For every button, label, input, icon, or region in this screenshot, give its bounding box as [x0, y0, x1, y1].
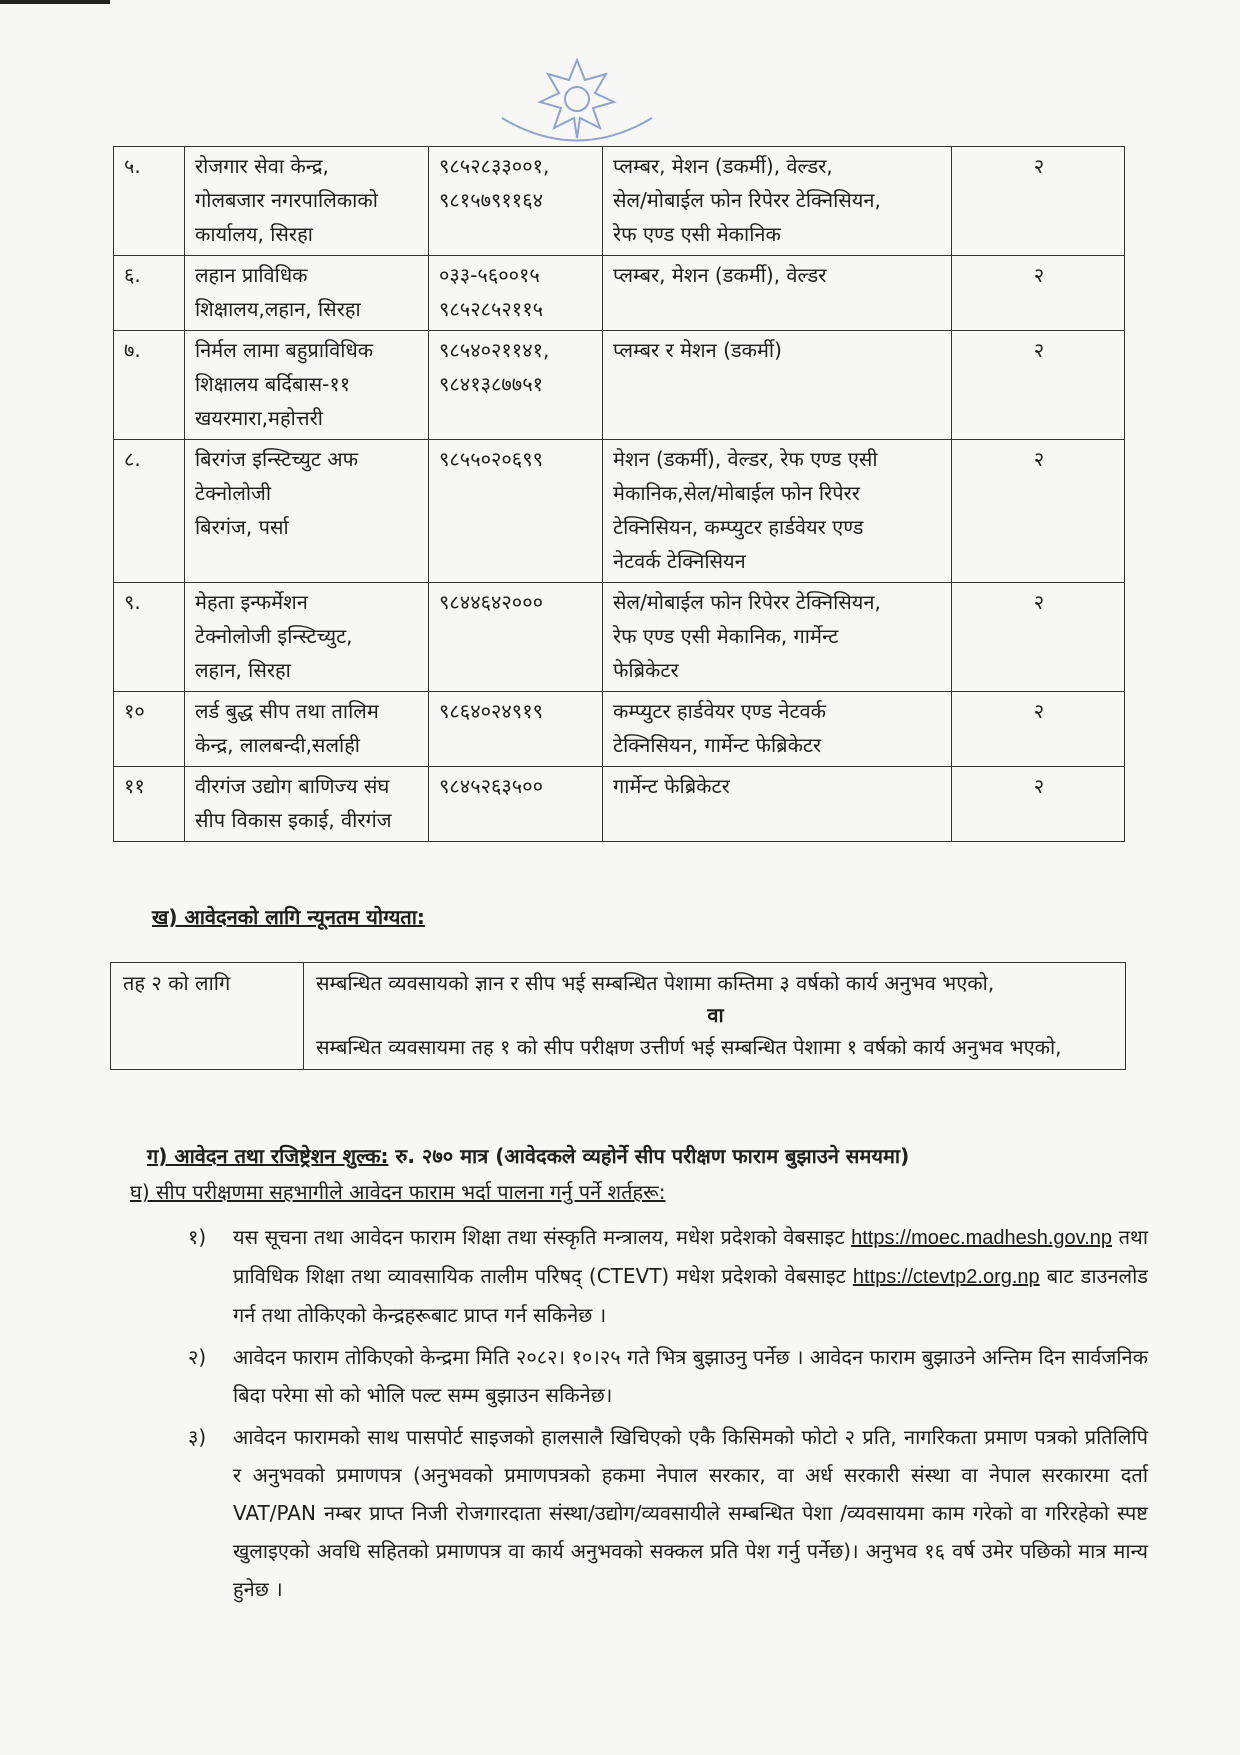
test-level: २	[952, 147, 1125, 256]
serial-number: ११	[114, 767, 185, 842]
center-trades-line: कम्प्युटर हार्डवेयर एण्ड नेटवर्क	[613, 699, 827, 723]
center-trades-line: नेटवर्क टेक्निसियन	[613, 549, 746, 573]
center-phone-line: ९८५२८५२११५	[439, 297, 543, 321]
table-row	[114, 692, 1125, 767]
center-trades-line: गार्मेन्ट फेब्रिकेटर	[613, 774, 730, 798]
table-row	[114, 256, 1125, 331]
test-level: २	[952, 583, 1125, 692]
condition-number: १)	[188, 1225, 207, 1249]
qualification-option-1: सम्बन्धित व्यवसायको ज्ञान र सीप भई सम्बन्धित पेशामा कम्तिमा ३ वर्षको कार्य अनुभव भएको,	[316, 971, 995, 995]
test-level: २	[952, 331, 1125, 440]
condition-text-part: तथा प्राविधिक शिक्षा तथा व्यावसायिक तालीम परिषद् (CTEVT) मधेश प्रदेशको वेबसाइट	[233, 1225, 1148, 1288]
test-level: २	[952, 440, 1125, 583]
serial-number: १०	[114, 692, 185, 767]
test-level: २	[952, 767, 1125, 842]
center-phone	[429, 331, 603, 440]
serial-number: ७.	[114, 331, 185, 440]
center-name-line: सीप विकास इकाई, वीरगंज	[195, 808, 392, 832]
center-phone	[429, 692, 603, 767]
serial-number: ८.	[114, 440, 185, 583]
condition-number: ३)	[188, 1425, 207, 1449]
center-trades	[603, 583, 952, 692]
condition-1	[188, 1218, 1148, 1334]
center-trades-line: रेफ एण्ड एसी मेकानिक	[613, 222, 781, 246]
center-name	[185, 147, 429, 256]
center-trades-line: टेक्निसियन, कम्प्युटर हार्डवेयर एण्ड	[613, 515, 864, 539]
fee-text: रु. २७० मात्र (आवेदकले व्यहोर्ने सीप परीक्षण फाराम बुझाउने समयमा)	[388, 1144, 910, 1168]
center-phone	[429, 583, 603, 692]
center-name-line: लहान, सिरहा	[195, 658, 291, 682]
center-phone-line: ९८४५२६३५००	[439, 774, 543, 798]
center-trades-line: प्लम्बर, मेशन (डकर्मी), वेल्डर,	[613, 154, 833, 178]
center-trades	[603, 147, 952, 256]
qualification-row	[111, 963, 1126, 1070]
center-trades-line: टेक्निसियन, गार्मेन्ट फेब्रिकेटर	[613, 733, 822, 757]
center-trades-line: प्लम्बर, मेशन (डकर्मी), वेल्डर	[613, 263, 827, 287]
or-separator: वा	[707, 1003, 724, 1027]
section-b-heading: ख) आवेदनको लागि न्यूनतम योग्यता:	[152, 905, 425, 929]
scan-edge-mark	[0, 0, 110, 4]
condition-2	[188, 1338, 1148, 1414]
table-row	[114, 440, 1125, 583]
center-trades	[603, 440, 952, 583]
center-trades	[603, 256, 952, 331]
center-name	[185, 331, 429, 440]
section-d-heading: घ) सीप परीक्षणमा सहभागीले आवेदन फाराम भर्दा पालना गर्नु पर्ने शर्तहरू:	[130, 1180, 666, 1204]
fee-label: ग) आवेदन तथा रजिष्ट्रेशन शुल्क:	[147, 1144, 389, 1168]
qualification-table	[110, 962, 1126, 1070]
center-name	[185, 256, 429, 331]
center-name-line: रोजगार सेवा केन्द्र,	[195, 154, 329, 178]
center-phone	[429, 256, 603, 331]
center-trades-line: मेशन (डकर्मी), वेल्डर, रेफ एण्ड एसी	[613, 447, 878, 471]
qualification-options	[304, 963, 1126, 1070]
center-trades-line: फेब्रिकेटर	[613, 658, 679, 682]
center-name-line: लहान प्राविधिक	[195, 263, 308, 287]
center-phone-line: ९८५४०२११४१,	[439, 338, 550, 362]
center-trades-line: प्लम्बर र मेशन (डकर्मी)	[613, 338, 782, 362]
center-trades-line: सेल/मोबाईल फोन रिपेरर टेक्निसियन,	[613, 188, 881, 212]
test-level: २	[952, 692, 1125, 767]
center-name-line: शिक्षालय,लहान, सिरहा	[195, 297, 361, 321]
condition-text: आवेदन फारामको साथ पासपोर्ट साइजको हालसालै खिचिएको एकै किसिमको फोटो २ प्रति, नागरिकता प्रमाण पत्रको प्रतिलिपि र अनुभवको प्रमाणपत्र (अनुभवको प्रमाणपत्रको हकमा नेपाल सरकार, वा अर्ध सरकारी संस्था वा नेपाल सरकारमा दर्ता VAT/PAN नम्बर प्राप्त निजी रोजगारदाता संस्था/उद्योग/व्यवसायीले सम्बन्धित पेशा /व्यवसायमा काम गरेको वा गरिरहेको स्पष्ट खुलाइएको अवधि सहितको प्रमाणपत्र वा कार्य अनुभवको सक्कल प्रति पेश गर्नु पर्नेछ)। अनुभव १६ वर्ष उमेर पछिको मात्र मान्य हुनेछ ।	[233, 1425, 1148, 1601]
center-name-line: खयरमारा,महोत्तरी	[195, 406, 323, 430]
center-name-line: लर्ड बुद्ध सीप तथा तालिम	[195, 699, 379, 723]
center-name	[185, 692, 429, 767]
center-phone-line: ९८४४६४२०००	[439, 590, 543, 614]
center-phone-line: ९८५२८३३००१,	[439, 154, 550, 178]
government-emblem-stamp	[482, 58, 672, 153]
center-name-line: कार्यालय, सिरहा	[195, 222, 313, 246]
center-name-line: बिरगंज इन्स्टिच्युट अफ	[195, 447, 359, 471]
center-name-line: टेक्नोलोजी इन्स्टिच्युट,	[195, 624, 353, 648]
center-trades	[603, 331, 952, 440]
test-level: २	[952, 256, 1125, 331]
moec-website-link[interactable]: https://moec.madhesh.gov.np	[851, 1227, 1112, 1249]
serial-number: ५.	[114, 147, 185, 256]
center-phone-line: ०३३-५६००१५	[439, 263, 540, 287]
center-name-line: टेक्नोलोजी	[195, 481, 272, 505]
table-row	[114, 583, 1125, 692]
center-phone-line: ९८६४०२४९१९	[439, 699, 543, 723]
condition-text	[233, 1218, 1148, 1334]
center-trades	[603, 692, 952, 767]
center-trades	[603, 767, 952, 842]
ctevt-website-link[interactable]: https://ctevtp2.org.np	[852, 1266, 1040, 1288]
training-centers-table	[113, 146, 1125, 842]
center-trades-line: रेफ एण्ड एसी मेकानिक, गार्मेन्ट	[613, 624, 839, 648]
condition-3	[188, 1418, 1148, 1608]
condition-text-part: बाट डाउनलोड गर्न तथा तोकिएको केन्द्रहरूबाट प्राप्त गर्न सकिनेछ ।	[233, 1264, 1148, 1327]
center-name	[185, 767, 429, 842]
center-name-line: गोलबजार नगरपालिकाको	[195, 188, 378, 212]
center-name-line: शिक्षालय बर्दिबास-११	[195, 372, 351, 396]
center-phone-line: ९८१५७९११६४	[439, 188, 543, 212]
center-name-line: मेहता इन्फर्मेशन	[195, 590, 308, 614]
serial-number: ६.	[114, 256, 185, 331]
center-name-line: निर्मल लामा बहुप्राविधिक	[195, 338, 374, 362]
qualification-option-2: सम्बन्धित व्यवसायमा तह १ को सीप परीक्षण उत्तीर्ण भई सम्बन्धित पेशामा १ वर्षको कार्य अनुभव भएको,	[316, 1035, 1062, 1059]
condition-text-part: यस सूचना तथा आवेदन फाराम शिक्षा तथा संस्कृति मन्त्रालय, मधेश प्रदेशको वेबसाइट	[233, 1225, 852, 1249]
center-name	[185, 440, 429, 583]
center-phone-line: ९८४१३८७७५१	[439, 372, 543, 396]
table-row	[114, 767, 1125, 842]
center-phone	[429, 147, 603, 256]
center-trades-line: मेकानिक,सेल/मोबाईल फोन रिपेरर	[613, 481, 860, 505]
center-name-line: बिरगंज, पर्सा	[195, 515, 289, 539]
center-name	[185, 583, 429, 692]
center-phone	[429, 767, 603, 842]
center-trades-line: सेल/मोबाईल फोन रिपेरर टेक्निसियन,	[613, 590, 881, 614]
center-name-line: केन्द्र, लालबन्दी,सर्लाही	[195, 733, 360, 757]
level-label: तह २ को लागि	[111, 963, 304, 1070]
table-row	[114, 331, 1125, 440]
condition-text: आवेदन फाराम तोकिएको केन्द्रमा मिति २०८२। १०।२५ गते भित्र बुझाउनु पर्नेछ । आवेदन फाराम बुझाउने अन्तिम दिन सार्वजनिक बिदा परेमा सो को भोलि पल्ट सम्म बुझाउन सकिनेछ।	[233, 1345, 1148, 1407]
center-name-line: वीरगंज उद्योग बाणिज्य संघ	[195, 774, 390, 798]
table-row	[114, 147, 1125, 256]
center-phone-line: ९८५५०२०६९९	[439, 447, 543, 471]
serial-number: ९.	[114, 583, 185, 692]
section-c-fee	[147, 1142, 909, 1169]
condition-number: २)	[188, 1345, 207, 1369]
center-phone	[429, 440, 603, 583]
